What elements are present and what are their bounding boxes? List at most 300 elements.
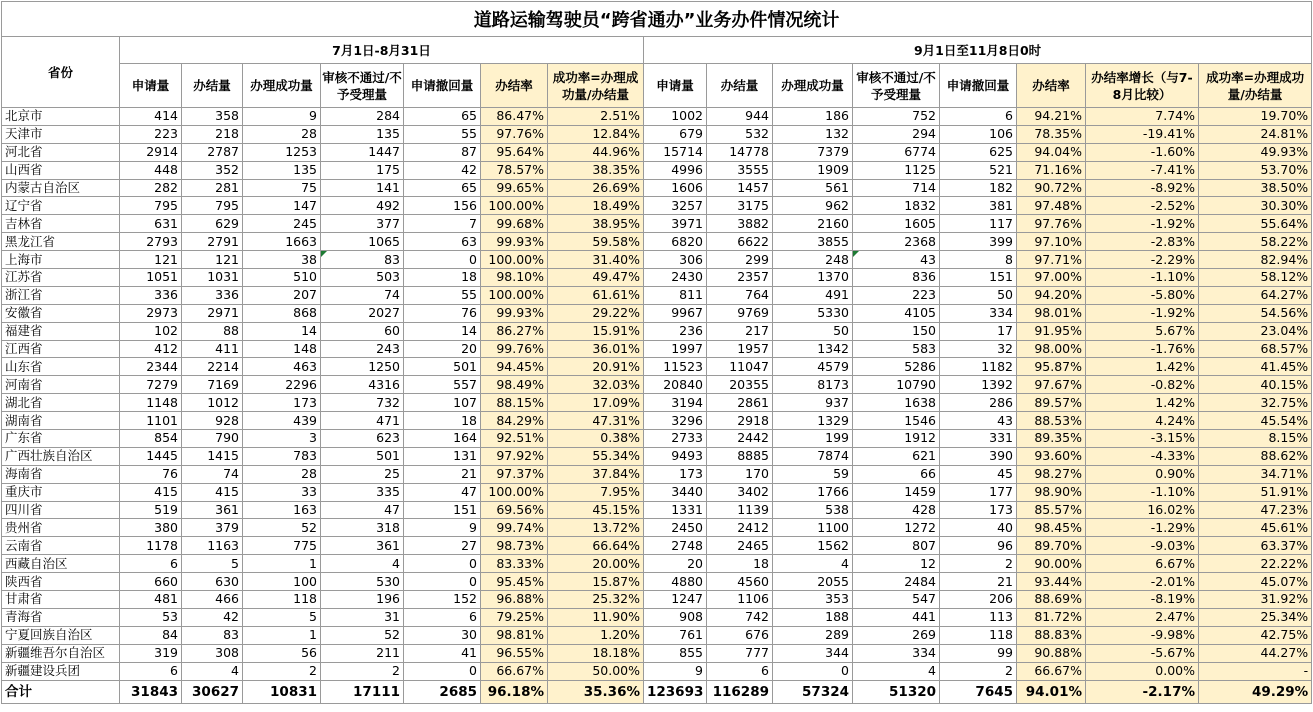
period2-value-cell: 90.72% [1017, 179, 1086, 197]
period1-value-cell: 151 [404, 501, 481, 519]
period2-value-cell: 0.00% [1086, 662, 1199, 680]
period2-value-cell: 2.47% [1086, 608, 1199, 626]
period2-value-cell: 1182 [940, 358, 1017, 376]
period1-value-cell: 1445 [120, 447, 182, 465]
table-row [2, 197, 1312, 215]
period2-value-cell: 40 [940, 519, 1017, 537]
period2-value-cell: 40.15% [1199, 376, 1312, 394]
period1-value-cell: 2214 [182, 358, 243, 376]
period1-value-cell: 10831 [243, 680, 321, 703]
period2-value-cell: 6820 [644, 233, 707, 251]
period2-value-cell: 64.27% [1199, 286, 1312, 304]
period1-value-cell: 492 [321, 197, 404, 215]
period1-value-cell: 65 [404, 179, 481, 197]
period2-value-cell: 428 [853, 501, 940, 519]
period1-value-cell: 38.95% [548, 215, 644, 233]
period2-value-cell: 1.42% [1086, 358, 1199, 376]
period1-value-cell: 83 [182, 626, 243, 644]
period2-value-cell: 113 [940, 608, 1017, 626]
period1-value-cell: 557 [404, 376, 481, 394]
period2-value-cell: 94.21% [1017, 108, 1086, 126]
period2-value-cell: 41.45% [1199, 358, 1312, 376]
period1-value-cell: 775 [243, 537, 321, 555]
period1-value-cell: 100.00% [481, 483, 548, 501]
period2-value-cell: 547 [853, 591, 940, 609]
period1-header: 7月1日-8月31日 [120, 37, 644, 64]
period1-value-cell: 38.35% [548, 161, 644, 179]
period2-value-cell: 0.90% [1086, 465, 1199, 483]
period1-value-cell: 9 [404, 519, 481, 537]
period2-value-cell: 777 [707, 644, 773, 662]
period2-value-cell: 1606 [644, 179, 707, 197]
table-row [2, 626, 1312, 644]
table-row [2, 125, 1312, 143]
province-cell: 海南省 [2, 465, 120, 483]
period1-value-cell: 2344 [120, 358, 182, 376]
period2-value-cell: 16.02% [1086, 501, 1199, 519]
province-cell: 上海市 [2, 251, 120, 269]
period1-value-cell: 97.76% [481, 125, 548, 143]
period1-value-cell: 7279 [120, 376, 182, 394]
period1-value-cell: 0 [404, 662, 481, 680]
period1-value-cell: 141 [321, 179, 404, 197]
period2-value-cell: 3971 [644, 215, 707, 233]
period2-value-cell: 85.57% [1017, 501, 1086, 519]
period1-value-cell: 284 [321, 108, 404, 126]
province-header: 省份 [2, 37, 120, 108]
table-row [2, 233, 1312, 251]
period2-value-cell: 9967 [644, 304, 707, 322]
period2-value-cell: 1002 [644, 108, 707, 126]
period2-value-cell: 4105 [853, 304, 940, 322]
period1-value-cell: 135 [321, 125, 404, 143]
period1-value-cell: 361 [182, 501, 243, 519]
period2-value-cell: 54.56% [1199, 304, 1312, 322]
period2-value-cell: 962 [773, 197, 853, 215]
statistics-table [1, 1, 1312, 704]
period1-value-cell: 2787 [182, 143, 243, 161]
period2-value-cell: 1562 [773, 537, 853, 555]
period2-value-cell: 199 [773, 430, 853, 448]
period2-value-cell: -9.98% [1086, 626, 1199, 644]
period1-value-cell: 0 [404, 555, 481, 573]
period1-value-cell: 66.67% [481, 662, 548, 680]
period2-value-cell: 49.93% [1199, 143, 1312, 161]
period1-value-cell: 47 [321, 501, 404, 519]
province-cell: 天津市 [2, 125, 120, 143]
period2-value-cell: 761 [644, 626, 707, 644]
period1-value-cell: 100.00% [481, 251, 548, 269]
period1-value-cell: 308 [182, 644, 243, 662]
period1-value-cell: 83.33% [481, 555, 548, 573]
period2-value-cell: 117 [940, 215, 1017, 233]
period2-value-cell: 11047 [707, 358, 773, 376]
period2-value-cell: 0 [773, 662, 853, 680]
period2-value-cell: 3194 [644, 394, 707, 412]
period1-value-cell: 28 [243, 465, 321, 483]
table-row [2, 304, 1312, 322]
period1-value-cell: 281 [182, 179, 243, 197]
period1-value-cell: 510 [243, 269, 321, 287]
period1-value-cell: 3 [243, 430, 321, 448]
period2-value-cell: 532 [707, 125, 773, 143]
period2-value-cell: 89.35% [1017, 430, 1086, 448]
period2-value-cell: 1997 [644, 340, 707, 358]
period2-value-cell: 4996 [644, 161, 707, 179]
period1-value-cell: 243 [321, 340, 404, 358]
period2-value-cell: 20840 [644, 376, 707, 394]
period1-value-cell: 631 [120, 215, 182, 233]
period1-value-cell: 530 [321, 573, 404, 591]
period2-value-cell: 679 [644, 125, 707, 143]
period2-value-cell: 71.16% [1017, 161, 1086, 179]
period1-value-cell: 1163 [182, 537, 243, 555]
period1-value-cell: 76 [404, 304, 481, 322]
period2-value-cell: 353 [773, 591, 853, 609]
province-cell: 河南省 [2, 376, 120, 394]
period1-value-cell: 352 [182, 161, 243, 179]
period2-value-cell: 811 [644, 286, 707, 304]
period1-value-cell: 42 [404, 161, 481, 179]
period1-value-cell: 41 [404, 644, 481, 662]
province-cell: 广西壮族自治区 [2, 447, 120, 465]
table-row [2, 555, 1312, 573]
period2-value-cell: 621 [853, 447, 940, 465]
period2-value-cell: 47.23% [1199, 501, 1312, 519]
period1-value-cell: 6 [120, 555, 182, 573]
period2-value-cell: 98.01% [1017, 304, 1086, 322]
table-row [2, 215, 1312, 233]
period1-value-cell: 99.93% [481, 304, 548, 322]
period1-value-cell: 412 [120, 340, 182, 358]
period2-value-cell: 286 [940, 394, 1017, 412]
period1-value-cell: 56 [243, 644, 321, 662]
table-row [2, 269, 1312, 287]
period1-value-cell: 131 [404, 447, 481, 465]
period1-value-cell: 59.58% [548, 233, 644, 251]
period2-value-cell: -5.67% [1086, 644, 1199, 662]
period2-value-cell: 58.22% [1199, 233, 1312, 251]
period2-value-cell: 538 [773, 501, 853, 519]
province-cell: 湖北省 [2, 394, 120, 412]
period1-value-cell: 74 [321, 286, 404, 304]
province-cell: 湖南省 [2, 412, 120, 430]
period1-value-cell: 7169 [182, 376, 243, 394]
province-cell: 西藏自治区 [2, 555, 120, 573]
period2-value-cell: 6622 [707, 233, 773, 251]
period2-value-cell: 223 [853, 286, 940, 304]
table-row [2, 412, 1312, 430]
period2-value-cell: 24.81% [1199, 125, 1312, 143]
page-title: 道路运输驾驶员“跨省通办”业务办件情况统计 [2, 2, 1312, 37]
period1-value-cell: 28 [243, 125, 321, 143]
period2-value-cell: 1125 [853, 161, 940, 179]
period1-value-cell: 15.87% [548, 573, 644, 591]
period2-value-cell: -19.41% [1086, 125, 1199, 143]
period1-value-cell: 218 [182, 125, 243, 143]
period2-value-cell: 97.00% [1017, 269, 1086, 287]
period1-value-cell: 7.95% [548, 483, 644, 501]
period1-value-cell: 55 [404, 286, 481, 304]
period2-value-cell: 118 [940, 626, 1017, 644]
period1-value-cell: 42 [182, 608, 243, 626]
period1-value-cell: 45.15% [548, 501, 644, 519]
period1-value-cell: 152 [404, 591, 481, 609]
period1-value-cell: 99.65% [481, 179, 548, 197]
period1-value-cell: 501 [404, 358, 481, 376]
period1-value-cell: 380 [120, 519, 182, 537]
period1-value-cell: 52 [243, 519, 321, 537]
table-row [2, 143, 1312, 161]
period2-value-cell: 45.61% [1199, 519, 1312, 537]
period2-value-cell: 390 [940, 447, 1017, 465]
period2-value-cell: 98.90% [1017, 483, 1086, 501]
period1-value-cell: 319 [120, 644, 182, 662]
period1-value-cell: 1051 [120, 269, 182, 287]
period2-value-cell: 123693 [644, 680, 707, 703]
period1-value-cell: 100.00% [481, 197, 548, 215]
period1-value-cell: 18.49% [548, 197, 644, 215]
period1-value-cell: 5 [182, 555, 243, 573]
period2-value-cell: 2412 [707, 519, 773, 537]
period2-value-cell: -2.01% [1086, 573, 1199, 591]
period2-value-cell: 49.29% [1199, 680, 1312, 703]
period1-column-header: 申请量 [120, 64, 182, 108]
table-row [2, 501, 1312, 519]
period2-value-cell: 4.24% [1086, 412, 1199, 430]
period2-value-cell: 97.48% [1017, 197, 1086, 215]
period2-value-cell: -1.29% [1086, 519, 1199, 537]
table-row [2, 179, 1312, 197]
period2-value-cell: 50 [940, 286, 1017, 304]
period2-value-cell: 334 [940, 304, 1017, 322]
period2-value-cell: 9 [644, 662, 707, 680]
period1-value-cell: 439 [243, 412, 321, 430]
period1-value-cell: 414 [120, 108, 182, 126]
period2-value-cell: 4579 [773, 358, 853, 376]
table-row [2, 662, 1312, 680]
period2-value-cell: 1247 [644, 591, 707, 609]
period1-value-cell: 173 [243, 394, 321, 412]
period2-value-cell: 236 [644, 322, 707, 340]
period2-value-cell: 1392 [940, 376, 1017, 394]
period1-value-cell: 11.90% [548, 608, 644, 626]
period1-value-cell: 211 [321, 644, 404, 662]
period1-value-cell: 121 [120, 251, 182, 269]
period1-value-cell: 18 [404, 412, 481, 430]
table-row [2, 644, 1312, 662]
period1-value-cell: 55 [404, 125, 481, 143]
province-cell: 贵州省 [2, 519, 120, 537]
period2-value-cell: 93.60% [1017, 447, 1086, 465]
period1-value-cell: 100 [243, 573, 321, 591]
period2-value-cell: 521 [940, 161, 1017, 179]
period1-column-header: 审核不通过/不予受理量 [321, 64, 404, 108]
period1-value-cell: 1.20% [548, 626, 644, 644]
table-row [2, 483, 1312, 501]
period2-value-cell: 106 [940, 125, 1017, 143]
period2-value-cell: 90.88% [1017, 644, 1086, 662]
period1-value-cell: 2793 [120, 233, 182, 251]
province-cell: 新疆建设兵团 [2, 662, 120, 680]
period2-value-cell: 6 [707, 662, 773, 680]
period2-value-cell: 116289 [707, 680, 773, 703]
period2-value-cell: 1100 [773, 519, 853, 537]
table-row [2, 161, 1312, 179]
period2-value-cell: 66.67% [1017, 662, 1086, 680]
period1-value-cell: 55.34% [548, 447, 644, 465]
period2-value-cell: 97.76% [1017, 215, 1086, 233]
province-cell: 云南省 [2, 537, 120, 555]
table-row [2, 465, 1312, 483]
period1-value-cell: 377 [321, 215, 404, 233]
column-header-row [2, 64, 1312, 108]
period1-value-cell: 156 [404, 197, 481, 215]
period1-value-cell: 1 [243, 555, 321, 573]
period2-value-cell: -1.92% [1086, 215, 1199, 233]
period1-value-cell: 76 [120, 465, 182, 483]
period1-value-cell: 2971 [182, 304, 243, 322]
period2-value-cell: 20355 [707, 376, 773, 394]
period1-column-header: 办理成功量 [243, 64, 321, 108]
period1-value-cell: 2 [321, 662, 404, 680]
period2-value-cell: 937 [773, 394, 853, 412]
period1-value-cell: 38 [243, 251, 321, 269]
period2-column-header: 办结率增长（与7-8月比较） [1086, 64, 1199, 108]
period2-value-cell: 88.69% [1017, 591, 1086, 609]
period1-value-cell: 102 [120, 322, 182, 340]
period1-value-cell: 98.73% [481, 537, 548, 555]
period2-value-cell: 22.22% [1199, 555, 1312, 573]
period2-value-cell: 188 [773, 608, 853, 626]
period2-value-cell: -0.82% [1086, 376, 1199, 394]
period1-value-cell: 99.68% [481, 215, 548, 233]
period2-value-cell: 561 [773, 179, 853, 197]
period2-value-cell: -1.92% [1086, 304, 1199, 322]
period1-value-cell: 94.45% [481, 358, 548, 376]
period2-value-cell: 44.27% [1199, 644, 1312, 662]
period2-value-cell: 7.74% [1086, 108, 1199, 126]
period2-value-cell: 94.01% [1017, 680, 1086, 703]
period1-value-cell: 1148 [120, 394, 182, 412]
period1-value-cell: 6 [120, 662, 182, 680]
period2-value-cell: 3296 [644, 412, 707, 430]
period1-value-cell: 336 [182, 286, 243, 304]
period2-value-cell: 3402 [707, 483, 773, 501]
period1-value-cell: 660 [120, 573, 182, 591]
period2-value-cell: 51.91% [1199, 483, 1312, 501]
period2-value-cell: 3440 [644, 483, 707, 501]
period2-value-cell: 807 [853, 537, 940, 555]
period2-value-cell: 248 [773, 251, 853, 269]
period2-value-cell: 583 [853, 340, 940, 358]
period2-value-cell: 23.04% [1199, 322, 1312, 340]
period2-value-cell: 1605 [853, 215, 940, 233]
table-row [2, 447, 1312, 465]
period2-value-cell: 151 [940, 269, 1017, 287]
period2-value-cell: 96 [940, 537, 1017, 555]
period1-value-cell: 1447 [321, 143, 404, 161]
table-row [2, 537, 1312, 555]
period1-value-cell: 97.37% [481, 465, 548, 483]
period2-value-cell: 752 [853, 108, 940, 126]
period1-value-cell: 18 [404, 269, 481, 287]
period1-column-header: 成功率=办理成功量/办结量 [548, 64, 644, 108]
period1-value-cell: 481 [120, 591, 182, 609]
period2-value-cell: 45 [940, 465, 1017, 483]
province-cell: 江苏省 [2, 269, 120, 287]
period2-value-cell: 4 [773, 555, 853, 573]
period1-value-cell: 44.96% [548, 143, 644, 161]
period2-value-cell: 8.15% [1199, 430, 1312, 448]
period1-value-cell: 60 [321, 322, 404, 340]
period2-value-cell: 1909 [773, 161, 853, 179]
period2-value-cell: -8.92% [1086, 179, 1199, 197]
period2-value-cell: 2733 [644, 430, 707, 448]
period1-value-cell: 318 [321, 519, 404, 537]
period2-column-header: 办结量 [707, 64, 773, 108]
period2-value-cell: 2442 [707, 430, 773, 448]
period2-value-cell: 32.75% [1199, 394, 1312, 412]
period2-value-cell: 98.00% [1017, 340, 1086, 358]
province-cell: 宁夏回族自治区 [2, 626, 120, 644]
period1-value-cell: 164 [404, 430, 481, 448]
table-row [2, 322, 1312, 340]
period2-value-cell: 93.44% [1017, 573, 1086, 591]
period2-value-cell: 4880 [644, 573, 707, 591]
period1-value-cell: 223 [120, 125, 182, 143]
province-cell: 辽宁省 [2, 197, 120, 215]
period2-value-cell: 491 [773, 286, 853, 304]
period2-value-cell: 11523 [644, 358, 707, 376]
period2-value-cell: 2450 [644, 519, 707, 537]
period1-value-cell: 148 [243, 340, 321, 358]
period1-value-cell: 20 [404, 340, 481, 358]
period2-value-cell: 2748 [644, 537, 707, 555]
period2-value-cell: 59 [773, 465, 853, 483]
period1-value-cell: 630 [182, 573, 243, 591]
period2-value-cell: -1.76% [1086, 340, 1199, 358]
period1-value-cell: 335 [321, 483, 404, 501]
period1-value-cell: 95.45% [481, 573, 548, 591]
period1-value-cell: 63 [404, 233, 481, 251]
period2-value-cell: 45.07% [1199, 573, 1312, 591]
period2-value-cell: 14778 [707, 143, 773, 161]
period2-value-cell: 12 [853, 555, 940, 573]
period2-column-header: 办结率 [1017, 64, 1086, 108]
period2-value-cell: 2484 [853, 573, 940, 591]
period1-value-cell: 2027 [321, 304, 404, 322]
period2-value-cell: -9.03% [1086, 537, 1199, 555]
period1-value-cell: 1101 [120, 412, 182, 430]
period2-value-cell: 334 [853, 644, 940, 662]
period2-value-cell: 15714 [644, 143, 707, 161]
period2-value-cell: 5330 [773, 304, 853, 322]
period2-value-cell: 18 [707, 555, 773, 573]
period2-value-cell: 88.62% [1199, 447, 1312, 465]
table-row [2, 519, 1312, 537]
period2-value-cell: 94.20% [1017, 286, 1086, 304]
spreadsheet [1, 1, 1311, 704]
period2-value-cell: 25.34% [1199, 608, 1312, 626]
period2-column-header: 申请量 [644, 64, 707, 108]
period1-value-cell: 790 [182, 430, 243, 448]
period2-value-cell: 89.70% [1017, 537, 1086, 555]
period2-value-cell: -2.83% [1086, 233, 1199, 251]
period2-value-cell: 66 [853, 465, 940, 483]
period2-value-cell: 32 [940, 340, 1017, 358]
period2-value-cell: 89.57% [1017, 394, 1086, 412]
